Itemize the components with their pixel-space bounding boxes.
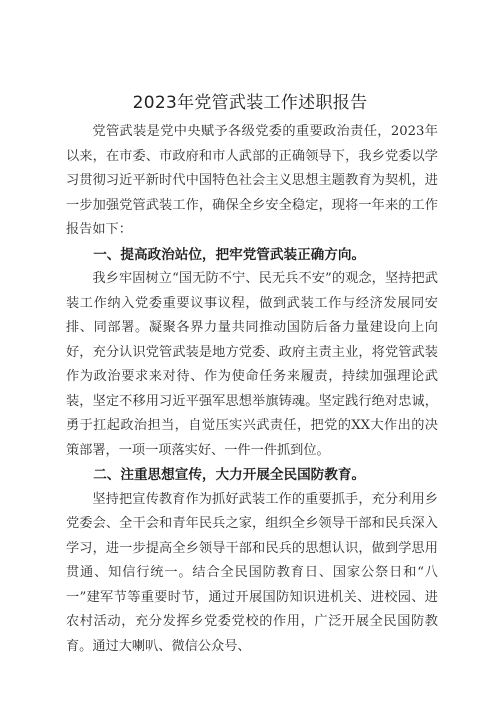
section-2-heading: 二、注重思想宣传，大力开展全民国防教育。 [93, 467, 366, 483]
document-title: 2023年党管武装工作述职报告 [132, 93, 368, 113]
intro-paragraph: 党管武装是党中央赋予各级党委的重要政治责任，2023年以来，在市委、市政府和市人武部的正确领导下，我乡党委以学习贯彻习近平新时代中国特色社会主义思想主题教育为契机，进一步加强党管武装工作，确保全乡安全稳定，现将一年来的工作报告如下： [66, 124, 438, 237]
section-2-paragraph: 坚持把宣传教育作为抓好武装工作的重要抓手，充分利用乡党委会、全干会和青年民兵之家，组织全乡领导干部和民兵深入学习，进一步提高全乡领导干部和民兵的思想认识，做到学思用贯通、知信行统一。结合全民国防教育日、国家公祭日和“八一”建军节等重要时节，通过开展国防知识进机关、进校园、进农村活动，充分发挥乡党委党校的作用，广泛开展全民国防教育。通过大喇叭、微信公众号、 [66, 491, 438, 654]
document-body [66, 120, 438, 659]
section-1-paragraph: 我乡牢固树立“国无防不宁、民无兵不安”的观念，坚持把武装工作纳入党委重要议事议程，做到武装工作与经济发展同安排、同部署。凝聚各界力量共同推动国防后备力量建设向上向好，充分认识党管武装是地方党委、政府主责主业，将党管武装作为政治要求来对待、作为使命任务来履责，持续加强理论武装，坚定不移用习近平强军思想举旗铸魂。坚定践行绝对忠诚，勇于扛起政治担当，自觉压实兴武责任，把党的XX大作出的决策部署，一项一项落实好、一件一件抓到位。 [66, 271, 438, 458]
section-1-heading: 一、提高政治站位，把牢党管武装正确方向。 [93, 246, 366, 263]
